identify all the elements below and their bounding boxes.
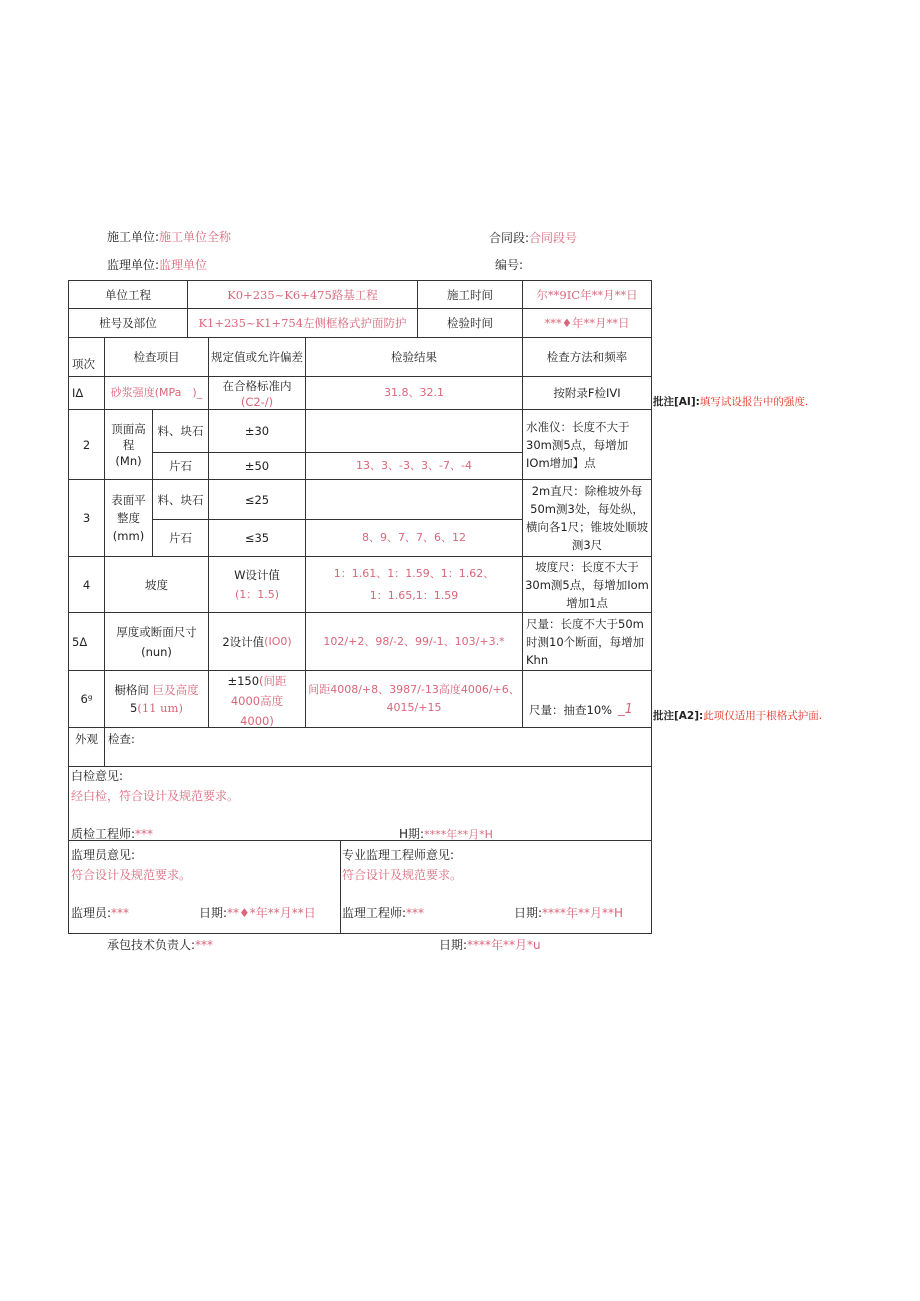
col-method-label: 检查方法和频率 [546,350,628,364]
inspection-time-value: ***♦年**月**日 [544,316,630,330]
r2-spec-b-text: ±50 [244,459,270,473]
r5-item [104,612,209,671]
appearance-check-cell[interactable] [104,727,652,767]
r3-spec-a [208,479,306,520]
inspection-time-label-cell [417,308,523,338]
col-method-header [522,337,652,377]
r2-sub-a-text: 料、块石 [157,424,204,438]
r5-result[interactable] [305,612,523,671]
r6-item-4-text: (11 um) [137,701,183,715]
contract-section-value[interactable]: 合同段号 [529,231,578,245]
r4-item-text: 坡度 [145,577,168,592]
col-item-header [104,337,209,377]
r2-method-text: 水准仪：长度不大于30m测5点，每增加IOm增加】点 [526,419,630,470]
r4-spec-2-text: (1：1.5) [234,587,280,601]
unit-project-label: 单位工程 [105,287,151,302]
r5-spec [208,612,306,671]
col-item-label: 检查项目 [133,350,180,364]
r1-spec [208,376,306,410]
r1-method [522,376,652,410]
r1-item-text: 砂浆强度(MPa )_ [110,386,203,399]
r2-item-text: 顶面高程(Mn) [111,421,146,468]
comment-a1-key: 批注[AI]: [653,396,700,408]
construction-time-value-cell[interactable] [522,280,652,309]
construction-unit-label: 施工单位: [107,230,160,244]
r6-spec-1-text: ±150 [227,674,260,688]
contract-section-label: 合同段: [489,231,530,245]
col-spec-label: 规定值或允许偏差 [211,350,303,364]
r4-method [522,556,652,613]
r6-result-1-text: 间距4008/+8、3987/-13高度4006/+6、 [308,683,520,696]
r6-result[interactable] [305,670,523,728]
r2-spec-b [208,452,306,480]
comment-a2[interactable] [653,708,822,723]
r2-item [104,409,153,480]
supervisor-person-label: 监理员: [71,906,112,920]
comment-a1[interactable] [653,394,808,409]
col-spec-header [208,337,306,377]
r3-result-b-text: 8、9、7、7、6、12 [362,531,466,544]
r3-sub-b-text: 片石 [169,531,192,545]
r2-sub-a [152,409,209,453]
r2-result-b[interactable] [305,452,523,480]
inspection-time-label: 检验时间 [447,316,493,330]
r1-result-text: 31.8、32.1 [384,386,444,399]
contractor-value[interactable]: *** [195,938,214,952]
qc-engineer-value[interactable]: *** [135,827,154,841]
engineer-date-line [514,904,623,921]
appearance-check-label: 检查: [108,732,135,746]
r3-item [104,479,153,557]
r3-sub-a [152,479,209,520]
station-value-cell[interactable] [187,308,418,338]
supervisor-person-value[interactable]: *** [111,906,130,920]
station-value: K1+235~K1+754左侧框格式护面防护 [198,316,407,330]
r3-spec-b [208,519,306,557]
qc-date-label: H期: [399,827,425,841]
r6-spec-line-1 [227,673,286,689]
qc-engineer-label: 质检工程师: [71,827,136,841]
r2-spec-a [208,409,306,453]
col-result-header [305,337,523,377]
r5-method-text: 尺量：长度不大于50m时测10个断面，每增加Khn [526,616,645,667]
r6-item [104,670,209,728]
r1-result[interactable] [305,376,523,410]
r6-item-line-2 [130,700,183,716]
r1-seq-text: IΔ [72,386,84,400]
serial-number-label: 编号: [495,258,524,272]
qc-date-value[interactable]: ****年**月*H [424,828,493,841]
r5-result-text: 102/+2、98/-2、99/-1、103/+3.* [323,634,505,648]
r2-result-b-text: 13、3、-3、3、-7、-4 [356,459,472,472]
supervisor-date-line [199,904,316,921]
supervisor-person-line [71,904,129,921]
r6-item-line-1 [114,682,198,698]
r6-method-mark: _1 [618,702,633,717]
r6-spec-3-text: 4000高度 [230,694,284,708]
construction-unit-value[interactable]: 施工单位全称 [159,230,232,244]
r5-spec-2-text: (IO0) [264,634,292,648]
r4-result[interactable] [305,556,523,613]
r3-seq [68,479,105,557]
self-check-label: 白检意见: [71,769,124,783]
r5-spec-1-text: 2设计值 [222,634,265,649]
r4-result-1-text: 1：1.61、1：1.59、1：1.62、 [333,566,495,580]
footer-date-value[interactable]: ****年**月*u [467,938,541,952]
r4-seq [68,556,105,613]
r2-seq [68,409,105,480]
col-result-label: 检验结果 [391,350,437,364]
engineer-value[interactable]: 符合设计及规范要求。 [342,868,463,882]
r6-spec [208,670,306,728]
comment-a2-text: 此项仅适用于根格式护面. [703,710,823,722]
footer-date-label: 日期: [439,938,468,952]
appearance-label-cell [68,727,105,767]
construction-time-label-cell [417,280,523,309]
r5-seq [68,612,105,671]
r2-method [522,409,652,480]
unit-project-value: K0+235~K6+475路基工程 [227,287,378,302]
r4-result-2-text: 1：1.65,1：1.59 [369,588,459,602]
r4-spec [208,556,306,613]
r6-item-2-text: 巨及高度 [152,683,199,697]
r3-spec-b-text: ≤35 [244,531,270,545]
r4-seq-text: 4 [82,577,91,592]
supervisor-label: 监理员意见: [71,848,136,862]
r3-sub-b [152,519,209,557]
engineer-label: 专业监理工程师意见: [342,848,455,862]
r4-spec-1-text: W设计值 [234,567,280,582]
r4-item [104,556,209,613]
col-seq-label: 项次 [72,357,95,371]
r2-sub-b-text: 片石 [169,459,192,473]
footer-date-line [439,936,541,953]
supervision-unit-value[interactable]: 监理单位 [159,258,208,272]
r6-method [522,670,652,728]
r2-spec-a-text: ±30 [244,424,270,438]
unit-project-label-cell [68,280,188,309]
col-seq-header [68,337,105,377]
inspection-time-value-cell[interactable] [522,308,652,338]
engineer-person-line [342,904,424,921]
r2-seq-text: 2 [82,437,91,452]
r6-spec-2-text: (间距 [259,674,287,688]
station-label-cell [68,308,188,338]
engineer-person-label: 监理工程师: [342,906,407,920]
construction-time-label: 施工时间 [447,287,493,302]
r1-spec-cut-text: (C2-/) [240,395,274,409]
r3-spec-a-text: ≤25 [244,492,270,507]
construction-time-value: 尔**9IC年**月**日 [536,287,638,302]
engineer-person-value[interactable]: *** [406,906,425,920]
r3-method [522,479,652,557]
r6-spec-4-text: 4000) [240,714,274,728]
r1-method-text: 按附录F检IVI [553,386,621,400]
unit-project-value-cell[interactable] [187,280,418,309]
r5-seq-text: 5Δ [72,634,88,649]
r6-method-text: 尺量：抽查10% [529,703,613,717]
r5-item-text: 厚度或断面尺寸(nun) [116,624,197,659]
r3-item-text: 表面平整度(mm) [111,493,146,543]
contractor-label: 承包技术负责人: [107,938,196,952]
r6-result-2-text: 4015/+15 [386,701,442,714]
appearance-label: 外观 [75,732,98,746]
self-check-value[interactable]: 经白检，符合设计及规范要求。 [71,789,240,803]
r3-seq-text: 3 [82,511,91,525]
r1-spec-text: 在合格标准内 [222,379,292,393]
r2-sub-b [152,452,209,480]
supervision-unit-label: 监理单位: [107,258,160,272]
r3-method-text: 2m直尺：除椎坡外每50m测3处，每处纵，横向各1尺；锥坡处顺坡测3尺 [525,484,649,552]
engineer-date-label: 日期: [514,906,543,920]
r6-seq [68,670,105,728]
r1-seq [68,376,105,410]
r3-sub-a-text: 料、块石 [157,492,204,507]
r2-result-a[interactable] [305,409,523,453]
r6-item-3-text: 5 [130,701,138,715]
supervisor-date-label: 日期: [199,906,228,920]
r3-result-a[interactable] [305,479,523,520]
r4-method-text: 坡度尺：长度不大于30m测5点，每增加Iom增加1点 [525,559,649,610]
comment-a1-text: 填写试设报告中的强度. [699,396,809,408]
station-label: 桩号及部位 [99,316,157,330]
r5-method [522,612,652,671]
comment-a2-key: 批注[A2]: [653,710,704,722]
supervisor-date-value[interactable]: **♦*年**月**日 [227,906,316,920]
contractor-line [107,936,213,953]
supervisor-value[interactable]: 符合设计及规范要求。 [71,868,192,882]
engineer-date-value[interactable]: ****年**月**H [542,906,624,920]
r1-item [104,376,209,410]
r3-result-b[interactable] [305,519,523,557]
r6-seq-text: 6ᵍ [80,692,93,706]
r6-item-1-text: 橱格间 [114,683,149,697]
